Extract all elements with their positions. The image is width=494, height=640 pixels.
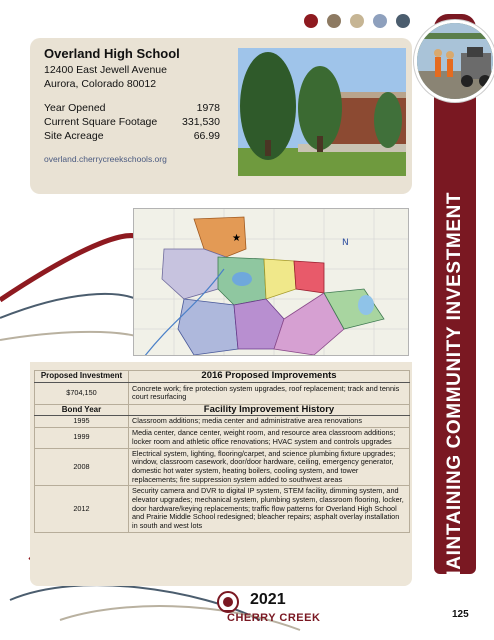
history-text: Electrical system, lighting, flooring/carpet, and science plumbing fixture upgrades; window, classroom casework, door/door hardware, ceiling, emergency generator, domestic hot water system, heating boilers, cooling system, and tower replacements; fire suppression system added to southwest areas (129, 448, 410, 486)
stat-value-site-acreage: 66.99 (193, 130, 220, 142)
proposed-investment-header: Proposed Investment (35, 371, 129, 383)
proposed-amount: $704,150 (35, 382, 129, 404)
proposed-improvements-title: 2016 Proposed Improvements (129, 371, 410, 383)
color-dot (373, 14, 387, 28)
history-year: 2012 (35, 486, 129, 533)
color-dot (327, 14, 341, 28)
school-info-card (30, 38, 412, 194)
stat-value-square-footage: 331,530 (182, 116, 220, 128)
school-building-photo (238, 48, 406, 176)
table-row (35, 404, 410, 416)
table-row (35, 371, 410, 383)
table-row (35, 416, 410, 428)
footer-year: 2021 (250, 591, 286, 608)
table-row (35, 382, 410, 404)
address-line-1: 12400 East Jewell Avenue (44, 64, 167, 76)
color-dot (396, 14, 410, 28)
proposed-improvements-text: Concrete work; fire protection system upgrades, roof replacement; track and tennis court resurfacing (129, 382, 410, 404)
color-dots (304, 14, 410, 28)
svg-text:N: N (342, 238, 349, 248)
svg-text:★: ★ (232, 233, 241, 244)
stat-value-year-opened: 1978 (196, 102, 220, 114)
color-dot (304, 14, 318, 28)
footer-district-name: CHERRY CREEK (227, 612, 321, 624)
bond-year-header: Bond Year (35, 404, 129, 416)
history-year: 1999 (35, 428, 129, 448)
table-row (35, 448, 410, 486)
stat-label-square-footage: Current Square Footage (44, 116, 158, 128)
history-text: Security camera and DVR to digital IP system, STEM facility, dimming system, and elevator upgrades; mechanical system, plumbing system, classroom flooring, locker, door hardware/keying replacements; traffic flow patterns for Overland High School and Prairie Middle School redesigned; bleacher repairs; asphalt overlay installation in south and west lots (129, 486, 410, 533)
construction-photo (414, 20, 494, 102)
history-year: 1995 (35, 416, 129, 428)
stat-label-site-acreage: Site Acreage (44, 130, 104, 142)
color-dot (350, 14, 364, 28)
improvements-table (34, 370, 410, 533)
school-name: Overland High School (44, 46, 180, 61)
stat-label-year-opened: Year Opened (44, 102, 106, 114)
district-map (133, 208, 409, 356)
history-text: Media center, dance center, weight room, and resource area classroom additions; locker room and athletic office renovations; HVAC system and controls upgrades (129, 428, 410, 448)
history-text: Classroom additions; media center and administrative area renovations (129, 416, 410, 428)
side-title-text: MAINTAINING COMMUNITY INVESTMENT (444, 191, 465, 587)
table-row (35, 428, 410, 448)
history-year: 2008 (35, 448, 129, 486)
table-row (35, 486, 410, 533)
history-title: Facility Improvement History (129, 404, 410, 416)
address-line-2: Aurora, Colorado 80012 (44, 78, 157, 90)
school-website-link[interactable]: overland.cherrycreekschools.org (44, 154, 167, 164)
improvements-table-card (30, 362, 412, 586)
page-number: 125 (452, 609, 469, 620)
